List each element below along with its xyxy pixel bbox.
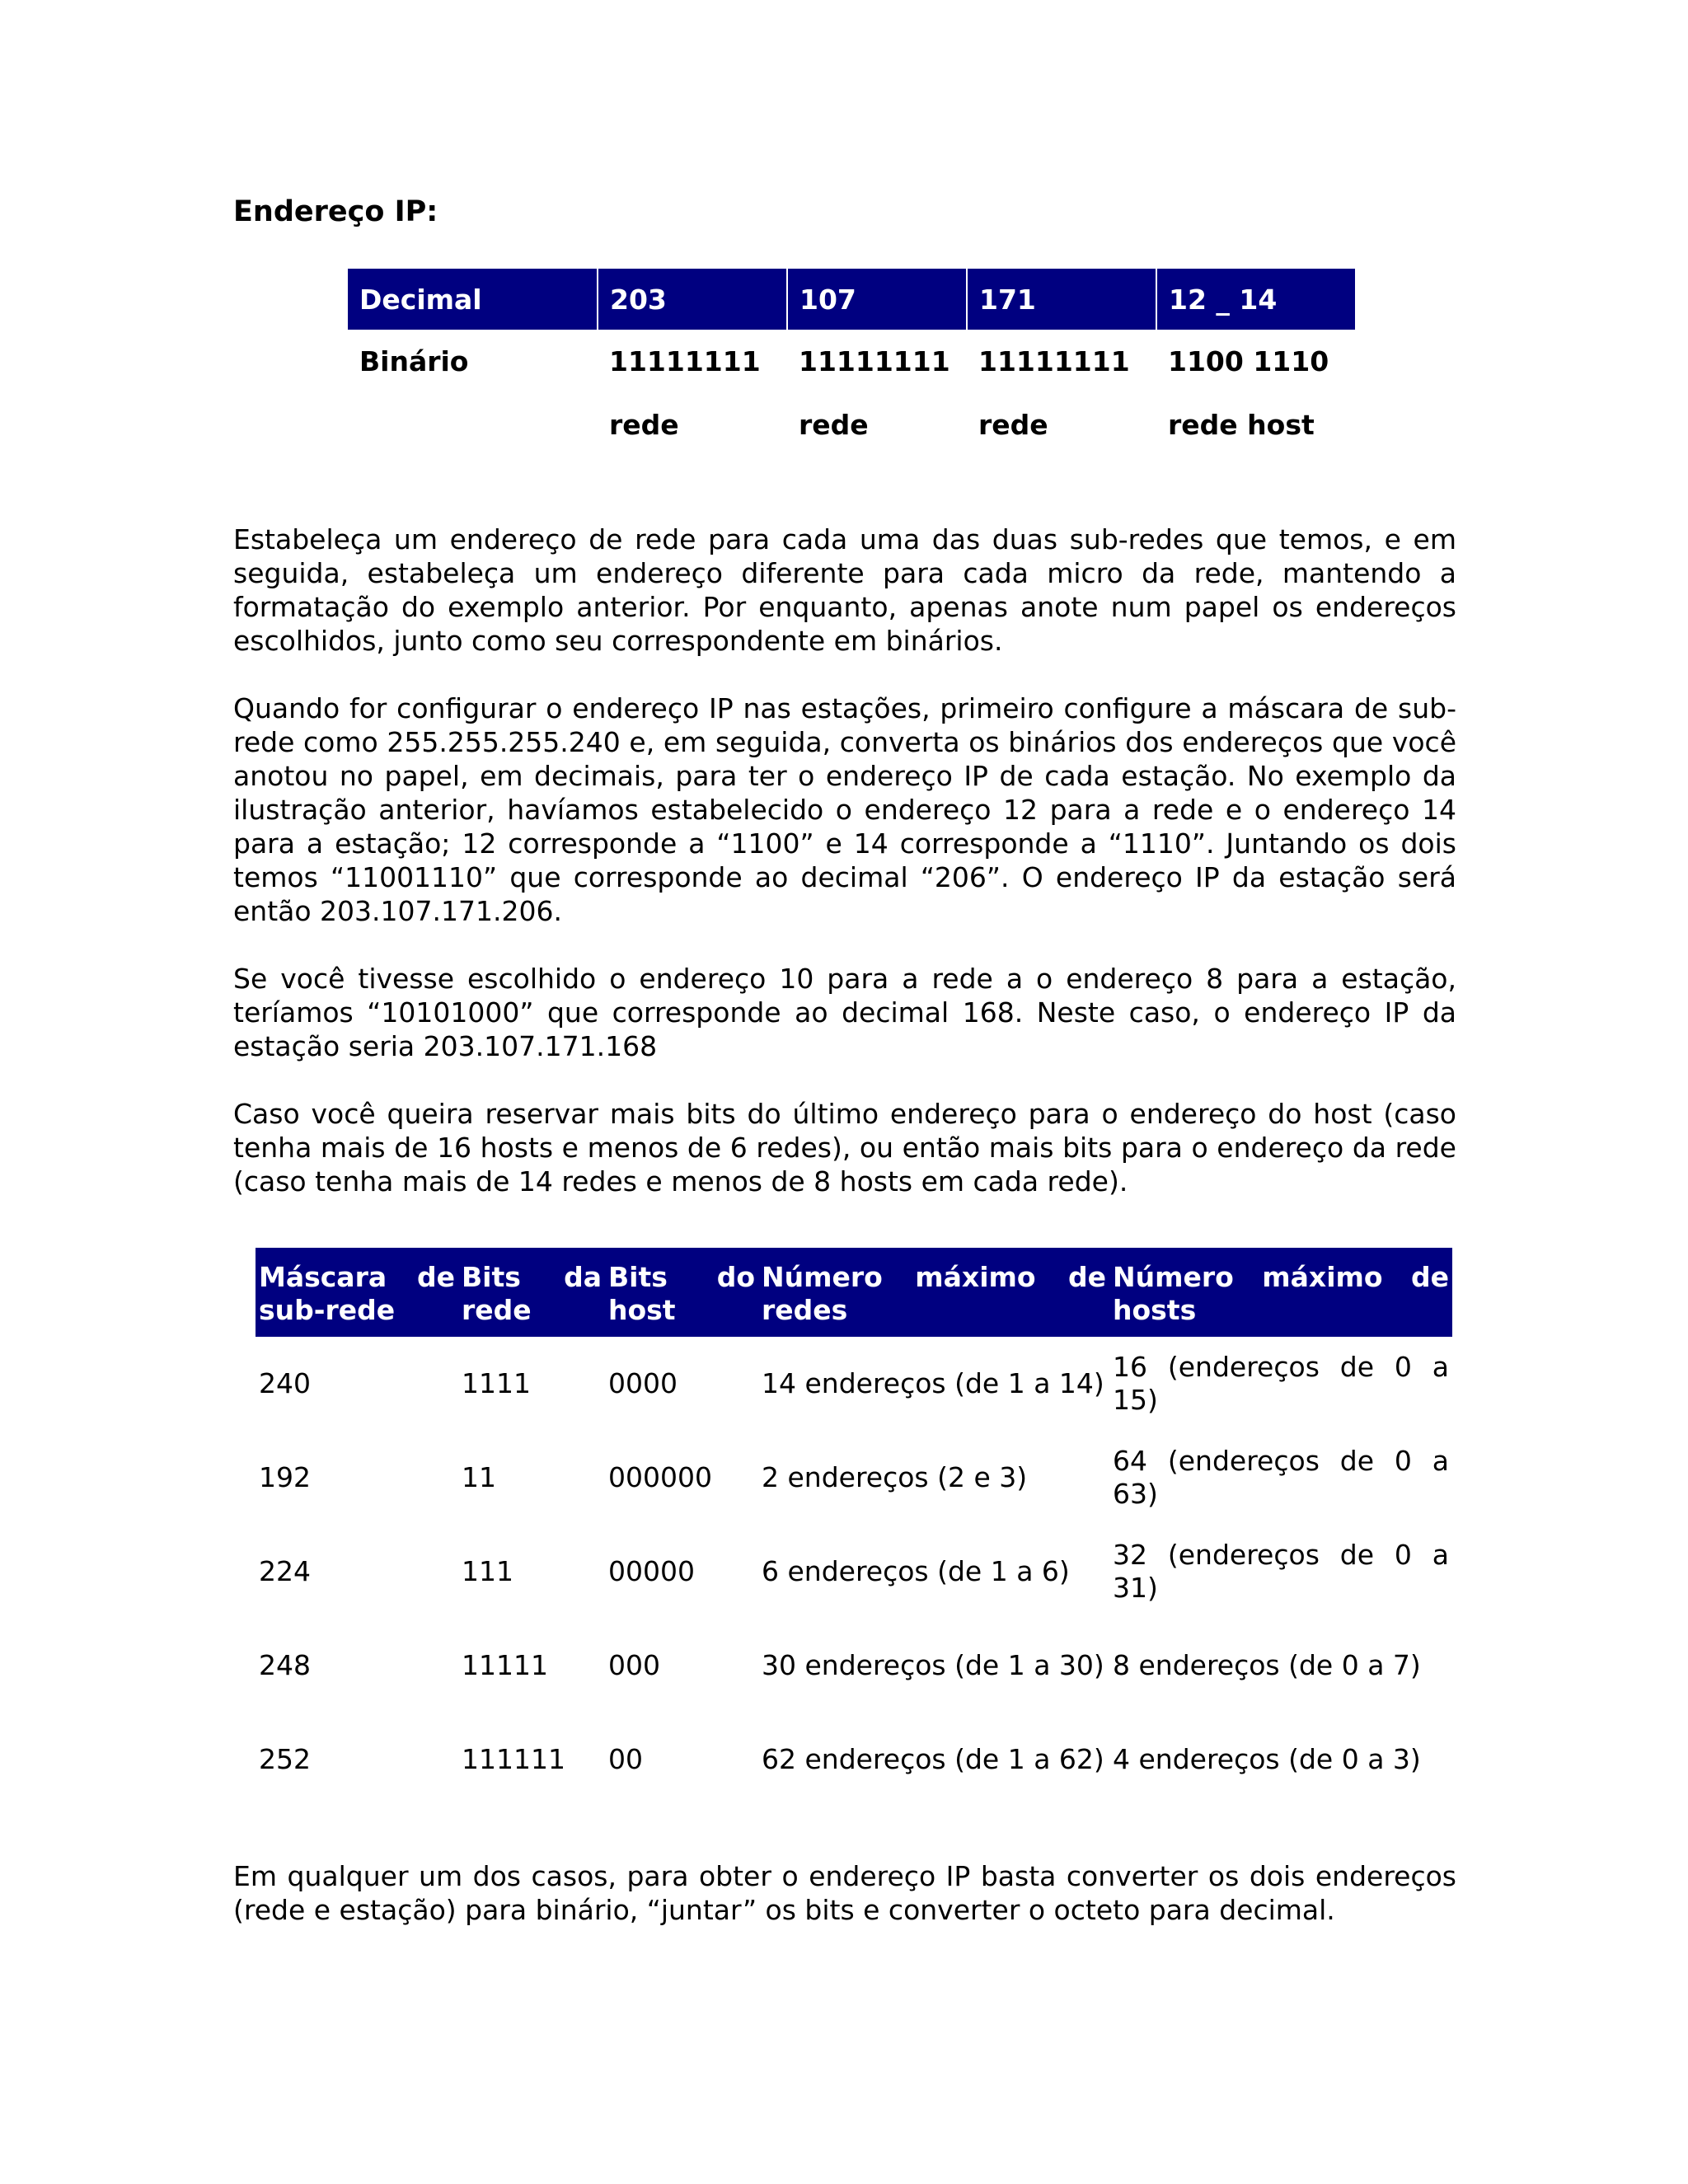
- paragraph-4: Caso você queira reservar mais bits do último endereço para o endereço do host (caso tenha mais de 16 hosts e menos de 6 redes), ou então mais bits para o endereço da rede (caso tenha mais de 14 redes e menos de 8 hosts em cada rede).: [233, 1098, 1456, 1197]
- header-max-hosts: Número máximo de hosts: [1109, 1248, 1452, 1337]
- cell-host-bits: 000: [608, 1649, 660, 1681]
- cell-max-hosts: 8 endereços (de 0 a 7): [1113, 1649, 1421, 1681]
- binary-octet-1: 11111111: [609, 344, 761, 377]
- label-octet-2: rede: [799, 408, 869, 441]
- label-octet-4: rede host: [1168, 408, 1315, 441]
- cell-max-hosts: 4 endereços (de 0 a 3): [1113, 1743, 1421, 1775]
- cell-max-networks: 14 endereços (de 1 a 14): [762, 1367, 1104, 1399]
- cell-max-networks: 30 endereços (de 1 a 30): [762, 1649, 1104, 1681]
- ip-table-label-row: [348, 392, 1355, 457]
- ip-header-label: Decimal: [348, 269, 598, 330]
- cell-network-bits: 111111: [462, 1743, 565, 1775]
- ip-header-octet-4: 12 _ 14: [1156, 269, 1355, 330]
- cell-mask: 192: [259, 1461, 311, 1493]
- table-row: [256, 1337, 1452, 1431]
- ip-table-binary-row: [348, 330, 1355, 392]
- ip-header-octet-2: 107: [787, 269, 967, 330]
- paragraph-5: Em qualquer um dos casos, para obter o endereço IP basta converter os dois endereços (rede e estação) para binário, “juntar” os bits e converter o octeto para decimal.: [233, 1860, 1456, 1926]
- table-row: [256, 1619, 1452, 1713]
- ip-header-octet-3: 171: [967, 269, 1156, 330]
- cell-network-bits: 11: [462, 1461, 496, 1493]
- cell-max-hosts: 16 (endereços de 0 a 15): [1113, 1351, 1449, 1416]
- cell-host-bits: 00000: [608, 1555, 695, 1587]
- header-network-bits: Bits da rede: [458, 1248, 605, 1337]
- cell-network-bits: 11111: [462, 1649, 548, 1681]
- label-octet-3: rede: [978, 408, 1048, 441]
- header-max-networks: Número máximo de redes: [758, 1248, 1109, 1337]
- cell-max-networks: 2 endereços (2 e 3): [762, 1461, 1028, 1493]
- cell-max-hosts: 64 (endereços de 0 a 63): [1113, 1445, 1449, 1510]
- cell-mask: 252: [259, 1743, 311, 1775]
- cell-mask: 240: [259, 1367, 311, 1399]
- header-mask: Máscara de sub-rede: [256, 1248, 458, 1337]
- ip-header-octet-1: 203: [598, 269, 787, 330]
- cell-host-bits: 0000: [608, 1367, 678, 1399]
- binary-label: Binário: [359, 344, 469, 377]
- section-heading: Endereço IP:: [233, 195, 438, 228]
- cell-max-hosts: 32 (endereços de 0 a 31): [1113, 1539, 1449, 1604]
- paragraph-1: Estabeleça um endereço de rede para cada uma das duas sub-redes que temos, e em seguida, estabeleça um endereço diferente para cada micro da rede, mantendo a formatação do exemplo anterior. Por enquanto, apenas anote num papel os endereços escolhidos, junto como seu correspondente em binários.: [233, 523, 1456, 657]
- table-row: [256, 1525, 1452, 1619]
- cell-mask: 224: [259, 1555, 311, 1587]
- ip-table-header-row: [348, 269, 1355, 330]
- binary-octet-4: 1100 1110: [1168, 344, 1329, 377]
- header-host-bits: Bits do host: [605, 1248, 758, 1337]
- table-row: [256, 1713, 1452, 1807]
- cell-mask: 248: [259, 1649, 311, 1681]
- cell-host-bits: 000000: [608, 1461, 712, 1493]
- paragraph-3: Se você tivesse escolhido o endereço 10 para a rede a o endereço 8 para a estação, teríamos “10101000” que corresponde ao decimal 168. Neste caso, o endereço IP da estação seria 203.107.171.168: [233, 963, 1456, 1062]
- label-empty: [348, 392, 598, 457]
- paragraph-2: Quando for configurar o endereço IP nas estações, primeiro configure a máscara de sub-rede como 255.255.255.240 e, em seguida, converta os binários dos endereços que você anotou no papel, em decimais, para ter o endereço IP de cada estação. No exemplo da ilustração anterior, havíamos estabelecido o endereço 12 para a rede e o endereço 14 para a estação; 12 corresponde a “1100” e 14 corresponde a “1110”. Juntando os dois temos “11001110” que corresponde ao decimal “206”. O endereço IP da estação será então 203.107.171.206.: [233, 692, 1456, 927]
- binary-octet-2: 11111111: [799, 344, 950, 377]
- cell-network-bits: 1111: [462, 1367, 531, 1399]
- label-octet-1: rede: [609, 408, 679, 441]
- table-row: [256, 1431, 1452, 1525]
- cell-host-bits: 00: [608, 1743, 643, 1775]
- document-page: [233, 191, 1456, 1927]
- subnet-mask-table: [256, 1248, 1452, 1807]
- binary-octet-3: 11111111: [978, 344, 1130, 377]
- cell-network-bits: 111: [462, 1555, 513, 1587]
- cell-max-networks: 6 endereços (de 1 a 6): [762, 1555, 1070, 1587]
- mask-table-header-row: [256, 1248, 1452, 1337]
- cell-max-networks: 62 endereços (de 1 a 62): [762, 1743, 1104, 1775]
- ip-address-table: [348, 269, 1355, 457]
